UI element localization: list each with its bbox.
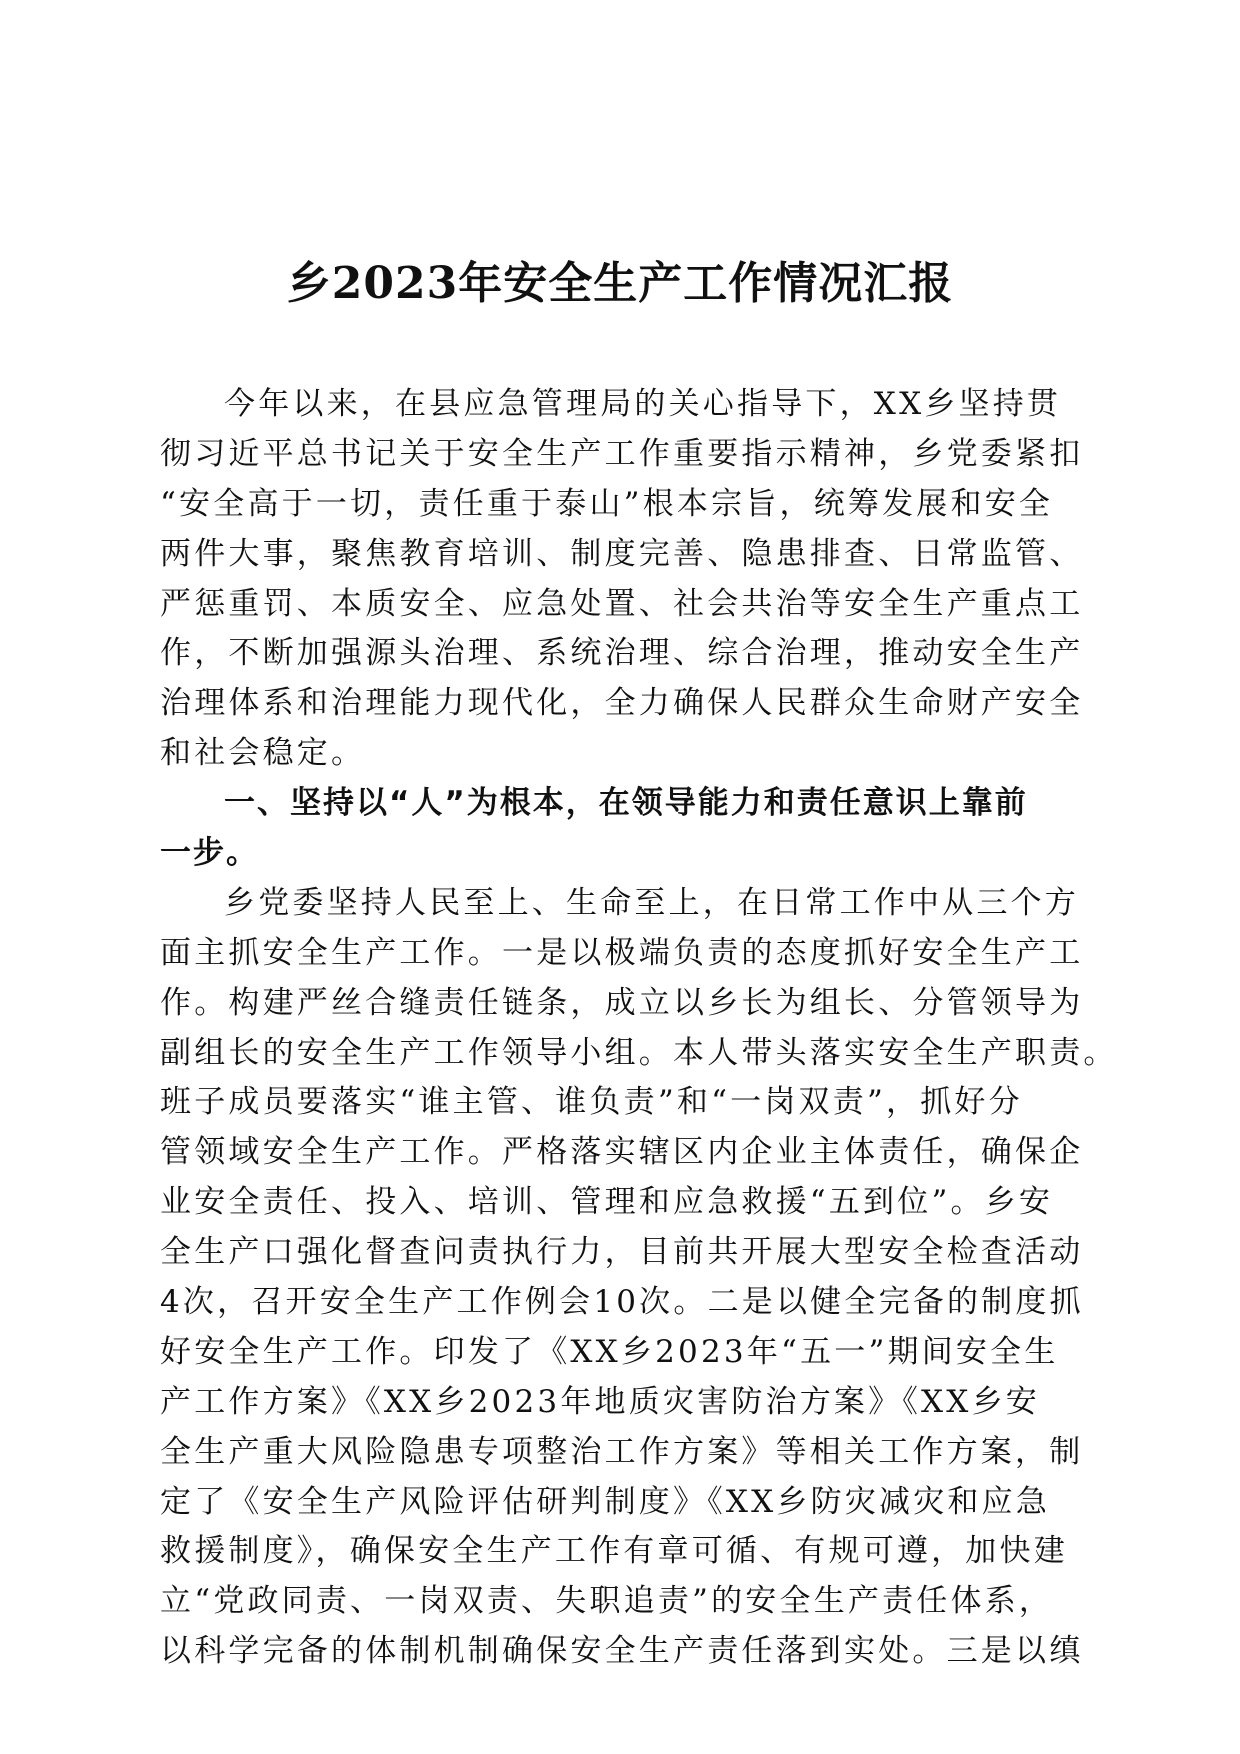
paragraph-line: 作，不断加强源头治理、系统治理、综合治理，推动安全生产: [160, 635, 1084, 672]
paragraph-line: 救援制度》，确保安全生产工作有章可循、有规可遵，加快建: [160, 1533, 1068, 1570]
paragraph-line: 管领域安全生产工作。严格落实辖区内企业主体责任，确保企: [160, 1134, 1084, 1171]
section-heading-line: 一步。: [160, 835, 259, 872]
paragraph-line: 严惩重罚、本质安全、应急处置、社会共治等安全生产重点工: [160, 585, 1084, 622]
paragraph-line: 班子成员要落实“谁主管、谁负责”和“一岗双责”，抓好分: [160, 1084, 1023, 1121]
section-heading-line: 一、坚持以“人”为根本，在领导能力和责任意识上靠前: [224, 785, 1028, 822]
paragraph-line: 作。构建严丝合缝责任链条，成立以乡长为组长、分管领导为: [160, 984, 1084, 1021]
paragraph-line: 副组长的安全生产工作领导小组。本人带头落实安全生产职责。: [160, 1034, 1118, 1071]
paragraph-line: 治理体系和治理能力现代化，全力确保人民群众生命财产安全: [160, 685, 1084, 722]
document-title: 乡2023年安全生产工作情况汇报: [286, 258, 954, 309]
paragraph-line: 4次，召开安全生产工作例会10次。二是以健全完备的制度抓: [160, 1284, 1084, 1321]
document-body: [160, 380, 1118, 1677]
paragraph-line: 和社会稳定。: [160, 735, 366, 772]
paragraph-line: 业安全责任、投入、培训、管理和应急救援“五到位”。乡安: [160, 1184, 1054, 1221]
paragraph-line: 两件大事，聚焦教育培训、制度完善、隐患排查、日常监管、: [160, 535, 1084, 572]
paragraph-line: “安全高于一切，责任重于泰山”根本宗旨，统筹发展和安全: [160, 485, 1054, 522]
paragraph-line: 立“党政同责、一岗双责、失职追责”的安全生产责任体系，: [160, 1583, 1054, 1620]
paragraph-line: 产工作方案》《XX乡2023年地质灾害防治方案》《XX乡安: [160, 1383, 1040, 1420]
paragraph-line: 今年以来，在县应急管理局的关心指导下，XX乡坚持贯: [224, 386, 1062, 422]
paragraph-line: 乡党委坚持人民至上、生命至上，在日常工作中从三个方: [224, 884, 1079, 921]
paragraph-line: 定了《安全生产风险评估研判制度》《XX乡防灾减灾和应急: [160, 1483, 1051, 1520]
paragraph-line: 面主抓安全生产工作。一是以极端负责的态度抓好安全生产工: [160, 934, 1084, 971]
paragraph-line: 彻习近平总书记关于安全生产工作重要指示精神，乡党委紧扣: [160, 435, 1084, 472]
paragraph-line: 全生产口强化督查问责执行力，目前共开展大型安全检查活动: [160, 1234, 1084, 1271]
paragraph-line: 好安全生产工作。印发了《XX乡2023年“五一”期间安全生: [160, 1333, 1059, 1370]
paragraph-line: 全生产重大风险隐患专项整治工作方案》等相关工作方案，制: [160, 1433, 1084, 1470]
paragraph-line: 以科学完备的体制机制确保安全生产责任落到实处。三是以缜: [160, 1633, 1084, 1670]
